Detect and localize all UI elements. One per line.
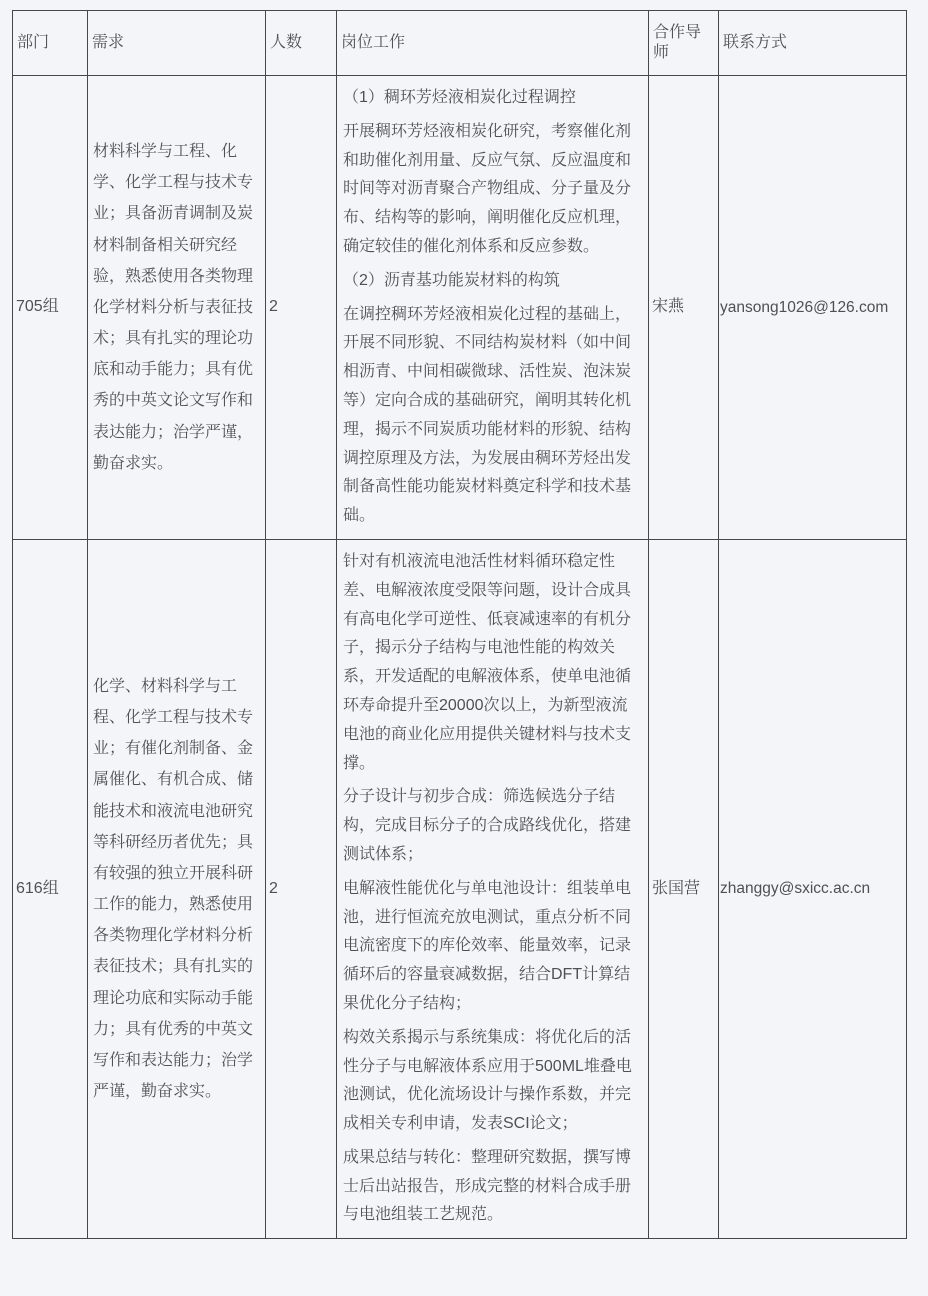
requirements-cell: 化学、材料科学与工程、化学工程与技术专业；有催化剂制备、金属催化、有机合成、储能技术和液流电池研究等科研经历者优先；具有较强的独立开展科研工作的能力，熟悉使用各类物理化学材料分析表征技术；具有扎实的理论功底和实际动手能力；具有优秀的中英文写作和表达能力；治学严谨，勤奋求实。 [88, 539, 266, 1238]
duty-paragraph: （1）稠环芳烃液相炭化过程调控 [343, 89, 576, 106]
col-header-department: 部门 [13, 11, 88, 76]
duty-paragraph: 针对有机液流电池活性材料循环稳定性差、电解液浓度受限等问题，设计合成具有高电化学可逆性、低衰减速率的有机分子，揭示分子结构与电池性能的构效关系，开发适配的电解液体系，使单电池循环寿命提升至20000次以上，为新型液流电池的商业化应用提供关键材料与技术支撑。 [343, 552, 632, 772]
contact-email: zhanggy@sxicc.ac.cn [719, 539, 907, 1238]
department-cell: 705组 [13, 76, 88, 540]
mentor-cell: 张国营 [649, 539, 719, 1238]
headcount-cell: 2 [266, 76, 337, 540]
table-row-705 [13, 76, 907, 540]
header-row [13, 11, 907, 76]
duty-paragraph: 分子设计与初步合成：筛选候选分子结构，完成目标分子的合成路线优化，搭建测试体系； [343, 788, 632, 863]
duty-paragraph: 电解液性能优化与单电池设计：组装单电池，进行恒流充放电测试，重点分析不同电流密度下的库伦效率、能量效率，记录循环后的容量衰减数据，结合DFT计算结果优化分子结构； [343, 879, 632, 1012]
col-header-contact: 联系方式 [719, 11, 907, 76]
contact-email: yansong1026@126.com [719, 76, 907, 540]
duties-cell [337, 539, 649, 1238]
headcount-cell: 2 [266, 539, 337, 1238]
department-cell: 616组 [13, 539, 88, 1238]
duty-paragraph: 成果总结与转化：整理研究数据，撰写博士后出站报告，形成完整的材料合成手册与电池组装工艺规范。 [343, 1148, 632, 1224]
table-row-616 [13, 539, 907, 1238]
duties-cell [337, 76, 649, 540]
col-header-requirements: 需求 [88, 11, 266, 76]
duty-paragraph: 构效关系揭示与系统集成：将优化后的活性分子与电解液体系应用于500ML堆叠电池测试，优化流场设计与操作系数，并完成相关专利申请，发表SCI论文； [343, 1028, 632, 1133]
duty-paragraph: （2）沥青基功能炭材料的构筑 [343, 271, 560, 289]
col-header-duties: 岗位工作 [337, 11, 649, 76]
col-header-headcount: 人数 [266, 11, 337, 76]
duty-paragraph: 开展稠环芳烃液相炭化研究，考察催化剂和助催化剂用量、反应气氛、反应温度和时间等对沥青聚合产物组成、分子量及分布、结构等的影响，阐明催化反应机理，确定较佳的催化剂体系和反应参数。 [343, 122, 632, 255]
duty-paragraph: 在调控稠环芳烃液相炭化过程的基础上，开展不同形貌、不同结构炭材料（如中间相沥青、中间相碳微球、活性炭、泡沫炭等）定向合成的基础研究，阐明其转化机理，揭示不同炭质功能材料的形貌、结构调控原理及方法，为发展由稠环芳烃出发制备高性能功能炭材料奠定科学和技术基础。 [343, 305, 632, 525]
requirements-cell: 材料科学与工程、化学、化学工程与技术专业；具备沥青调制及炭材料制备相关研究经验，熟悉使用各类物理化学材料分析与表征技术；具有扎实的理论功底和动手能力；具有优秀的中英文论文写作和表达能力；治学严谨，勤奋求实。 [88, 76, 266, 540]
mentor-cell: 宋燕 [649, 76, 719, 540]
col-header-mentor: 合作导师 [649, 11, 719, 76]
recruitment-table [12, 10, 907, 1239]
